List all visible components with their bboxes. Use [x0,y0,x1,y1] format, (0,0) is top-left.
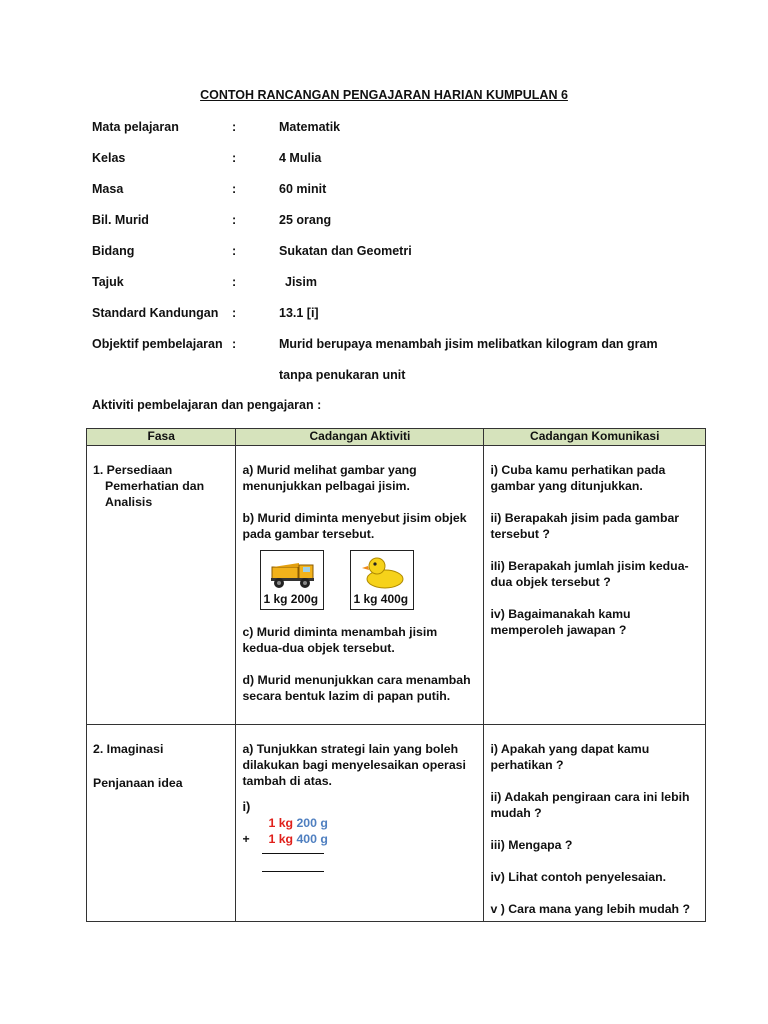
meta-label: Mata pelajaran [92,120,179,134]
meta-colon: : [232,120,237,134]
answer-rule [262,871,324,872]
meta-row-topic [92,275,692,291]
communication-item: ii) Berapakah jisim pada gambar tersebut ? [490,511,680,541]
meta-row-field [92,244,692,260]
addend-row [242,831,477,847]
truck-mass: 1 kg 200g [263,592,319,606]
addend-kg: 1 kg [268,816,294,830]
header-aktiviti: Cadangan Aktiviti [236,429,484,446]
meta-colon: : [232,182,237,196]
example-label: i) [242,799,251,814]
communication-item: iv) Lihat contoh penyelesaian. [490,870,667,884]
meta-colon: : [232,306,237,320]
meta-label: Masa [92,182,124,196]
activity-item: b) Murid diminta menyebut jisim objek pada gambar tersebut. [242,511,467,541]
meta-colon: : [232,244,237,258]
meta-row-standard [92,306,692,322]
activity-item: c) Murid diminta menambah jisim kedua-dua objek tersebut. [242,625,438,655]
meta-label: Tajuk [92,275,124,289]
addend-g: 200 g [296,816,328,830]
communication-item: iv) Bagaimanakah kamu memperoleh jawapan ? [490,607,631,637]
document-title: CONTOH RANCANGAN PENGAJARAN HARIAN KUMPULAN 6 [200,88,568,102]
meta-colon: : [232,213,237,227]
meta-row-subject [92,120,692,136]
duck-mass: 1 kg 400g [353,592,409,606]
fasa-cell [87,446,236,725]
addend-row [242,815,477,831]
fasa-title: 2. Imaginasi [93,742,164,756]
meta-row-objective [92,337,692,353]
meta-label: Standard Kandungan [92,306,219,320]
meta-value: Sukatan dan Geometri [279,244,412,258]
truck-image [260,550,324,610]
table-header-row [87,429,706,446]
communication-item: iIi) Berapakah jumlah jisim kedua-dua objek tersebut ? [490,559,689,589]
meta-row-class [92,151,692,167]
duck-image [350,550,414,610]
addition-example [242,799,477,881]
activities-label: Aktiviti pembelajaran dan pengajaran : [92,398,322,412]
communication-item: iii) Mengapa ? [490,838,573,852]
communication-cell [484,446,706,725]
meta-row-objective-cont [92,368,692,384]
meta-value: 13.1 [i] [279,306,319,320]
header-komunikasi: Cadangan Komunikasi [484,429,706,446]
fasa-title: 1. Persediaan [93,463,173,477]
meta-row-time [92,182,692,198]
meta-colon: : [232,151,237,165]
activity-cell [236,446,484,725]
communication-cell [484,725,706,922]
meta-value: 60 minit [279,182,327,196]
activity-item: d) Murid menunjukkan cara menambah secara bentuk lazim di papan putih. [242,673,471,703]
meta-value: 25 orang [279,213,332,227]
mass-images [260,550,477,610]
addend-g: 400 g [296,832,328,846]
meta-label: Kelas [92,151,126,165]
meta-colon: : [232,275,237,289]
addend-kg: 1 kg [268,832,294,846]
communication-item: ii) Adakah pengiraan cara ini lebih mudah ? [490,790,690,820]
meta-value: Murid berupaya menambah jisim melibatkan kilogram dan gram [279,337,658,351]
meta-value: tanpa penukaran unit [279,368,406,382]
table-row [87,446,706,725]
communication-item: i) Apakah yang dapat kamu perhatikan ? [490,742,650,772]
meta-label: Objektif pembelajaran [92,337,223,351]
fasa-subtitle: Penjanaan idea [93,776,183,790]
communication-item: v ) Cara mana yang lebih mudah ? [490,902,690,916]
table-row [87,725,706,922]
header-fasa: Fasa [87,429,236,446]
activity-item: a) Murid melihat gambar yang menunjukkan pelbagai jisim. [242,463,417,493]
rubber-duck-icon [359,555,407,589]
communication-item: i) Cuba kamu perhatikan pada gambar yang ditunjukkan. [490,463,666,493]
meta-value: Jisim [285,275,317,289]
answer-lines [242,847,477,881]
meta-row-students [92,213,692,229]
activity-item: a) Tunjukkan strategi lain yang boleh dilakukan bagi menyelesaikan operasi tambah di atas. [242,742,466,788]
lesson-plan-table [86,428,706,922]
meta-colon: : [232,337,237,351]
plus-sign: + [242,832,250,846]
meta-value: Matematik [279,120,341,134]
answer-rule [262,853,324,854]
fasa-subtitle: Pemerhatian dan Analisis [105,479,205,509]
activity-cell [236,725,484,922]
toy-truck-icon [269,555,317,589]
meta-value: 4 Mulia [279,151,322,165]
meta-label: Bil. Murid [92,213,149,227]
fasa-cell [87,725,236,922]
meta-label: Bidang [92,244,135,258]
